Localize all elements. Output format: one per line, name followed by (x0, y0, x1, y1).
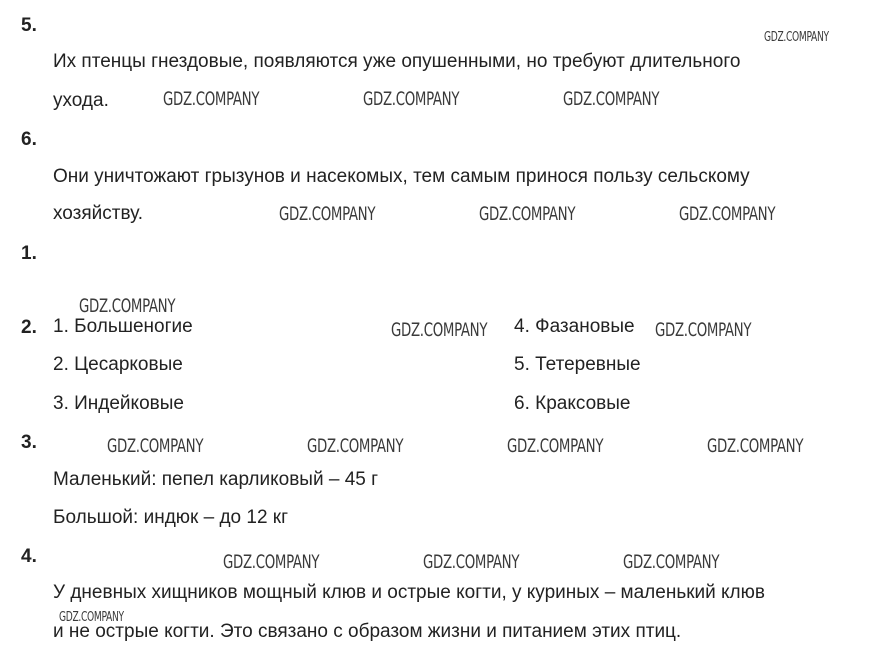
watermark: GDZ.COMPANY (423, 551, 520, 573)
answer-number-5: 5. (21, 15, 37, 36)
answer-4-line-2: и не острые когти. Это связано с образом жизни и питанием этих птиц. (53, 621, 682, 642)
watermark: GDZ.COMPANY (623, 551, 720, 573)
family-list-item: 5. Тетеревные (514, 354, 641, 375)
watermark: GDZ.COMPANY (679, 203, 776, 225)
answer-6-line-1: Они уничтожают грызунов и насекомых, тем самым принося пользу сельскому (53, 166, 750, 187)
answer-6-line-2: хозяйству. (53, 203, 144, 224)
answer-number-4: 4. (21, 546, 37, 567)
family-list-item: 2. Цесарковые (53, 354, 183, 375)
watermark: GDZ.COMPANY (563, 88, 660, 110)
watermark: GDZ.COMPANY (307, 435, 404, 457)
watermark: GDZ.COMPANY (79, 295, 176, 317)
watermark: GDZ.COMPANY (279, 203, 376, 225)
watermark: GDZ.COMPANY (107, 435, 204, 457)
watermark: GDZ.COMPANY (59, 610, 124, 625)
answer-5-line-2: ухода. (53, 90, 109, 111)
watermark: GDZ.COMPANY (479, 203, 576, 225)
family-list-item: 6. Краксовые (514, 393, 631, 414)
answer-4-line-1: У дневных хищников мощный клюв и острые когти, у куриных – маленький клюв (53, 582, 765, 603)
answer-number-3: 3. (21, 432, 37, 453)
answer-number-1: 1. (21, 243, 37, 264)
answer-5-line-1: Их птенцы гнездовые, появляются уже опушенными, но требуют длительного (53, 51, 741, 72)
watermark: GDZ.COMPANY (223, 551, 320, 573)
family-list-item: 4. Фазановые (514, 316, 635, 337)
watermark: GDZ.COMPANY (707, 435, 804, 457)
watermark: GDZ.COMPANY (391, 319, 488, 341)
watermark: GDZ.COMPANY (363, 88, 460, 110)
family-list-item: 3. Индейковые (53, 393, 184, 414)
answer-number-2: 2. (21, 317, 37, 338)
watermark: GDZ.COMPANY (764, 30, 829, 45)
watermark: GDZ.COMPANY (507, 435, 604, 457)
answer-3-line-2: Большой: индюк – до 12 кг (53, 507, 289, 528)
answer-3-line-1: Маленький: пепел карликовый – 45 г (53, 469, 379, 490)
answer-number-6: 6. (21, 129, 37, 150)
watermark: GDZ.COMPANY (655, 319, 752, 341)
family-list-item: 1. Большеногие (53, 316, 193, 337)
watermark: GDZ.COMPANY (163, 88, 260, 110)
